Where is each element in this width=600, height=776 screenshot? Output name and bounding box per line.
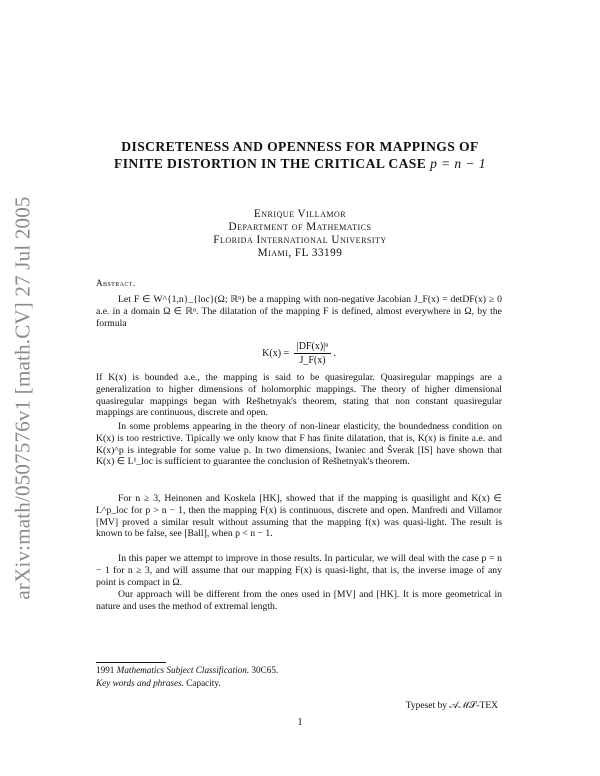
abstract-paragraph-6: Our approach will be different from the ones used in [MV] and [HK]. It is more geometrical in nature and uses the method of extremal length. (96, 589, 502, 612)
typeset-note: Typeset by 𝒜ℳ𝒮-TEX (405, 701, 498, 711)
msc-label: Mathematics Subject Classification. (116, 665, 250, 675)
paper-title-math: p = n − 1 (430, 156, 486, 171)
msc-value: 30C65. (251, 665, 279, 675)
author-address: Miami, FL 33199 (257, 247, 343, 259)
abstract-paragraph-5: In this paper we attempt to improve in those results. In particular, we will deal with the case p = n − 1 for n ≥ 3, and will assume that our mapping F(x) is quasi-light, that is, the inverse image of any point is compact in Ω. (96, 553, 502, 588)
footnote-msc (96, 665, 278, 675)
arxiv-id: arXiv:math/0507576v1 [math.CV] 27 Jul 2005 (10, 196, 35, 600)
footnote-rule (96, 662, 166, 663)
keywords-value: Capacity. (186, 678, 221, 688)
paper-title-line-2 (80, 156, 520, 172)
formula-fraction (294, 341, 332, 366)
author-name: Enrique Villamor (253, 208, 347, 220)
author-department: Department of Mathematics (228, 221, 372, 233)
abstract-paragraph-3: In some problems appearing in the theory of non-linear elasticity, the boundedness condition on K(x) is too restrictive. Tipically we only know that F has finite dilatation, that is, K(x) is finite a.e. and K(x)^p is integrable for some value p. In two dimensions, Iwaniec and Šverak [IS] have shown that K(x) ∈ L¹_loc is sufficient to guarantee the conclusion of Rešhetnyak's theorem. (96, 421, 502, 468)
dilatation-formula (96, 341, 502, 366)
msc-year: 1991 (96, 665, 115, 675)
paper-title-line-2-text: FINITE DISTORTION IN THE CRITICAL CASE (114, 156, 427, 171)
keywords-label: Key words and phrases. (96, 678, 184, 688)
footnote-keywords (96, 678, 221, 688)
abstract-label: Abstract. (96, 278, 136, 288)
abstract-paragraph-1: Let F ∈ W^{1,n}_{loc}(Ω; ℝⁿ) be a mapping with non-negative Jacobian J_F(x) = detDF(x) ≥ 0 a.e. in a domain Ω ∈ ℝⁿ. The dilatation of the mapping F is defined, almost everywhere in Ω, by the formula (96, 294, 502, 329)
formula-denominator: J_F(x) (299, 355, 326, 366)
author-university: Florida International University (213, 234, 387, 246)
abstract-paragraph-4: For n ≥ 3, Heinonen and Koskela [HK], showed that if the mapping is quasilight and K(x) ∈ L^p_loc for p > n − 1, then the mapping F(x) is continuous, discrete and open. Manfredi and Villamor [MV] proved a similar result without assuming that the mapping f(x) was quasi-light. The result is known to be false, see [Ball], when p < n − 1. (96, 493, 502, 540)
abstract-paragraph-2: If K(x) is bounded a.e., the mapping is said to be quasiregular. Quasiregular mappings are a generalization to higher dimensions of holomorphic mappings. The theory of higher dimensional quasiregular mappings began with Rešhetnyak's theorem, stating that non constant quasiregular mappings are continuous, discrete and open. (96, 372, 502, 419)
page-number: 1 (297, 717, 303, 728)
paper-title-line-1: DISCRETENESS AND OPENNESS FOR MAPPINGS OF (121, 139, 479, 154)
formula-lhs: K(x) = (262, 347, 290, 359)
arxiv-sidebar-stamp (8, 148, 38, 648)
formula-end: . (333, 347, 336, 359)
formula-numerator: |DF(x)|ⁿ (294, 341, 332, 354)
